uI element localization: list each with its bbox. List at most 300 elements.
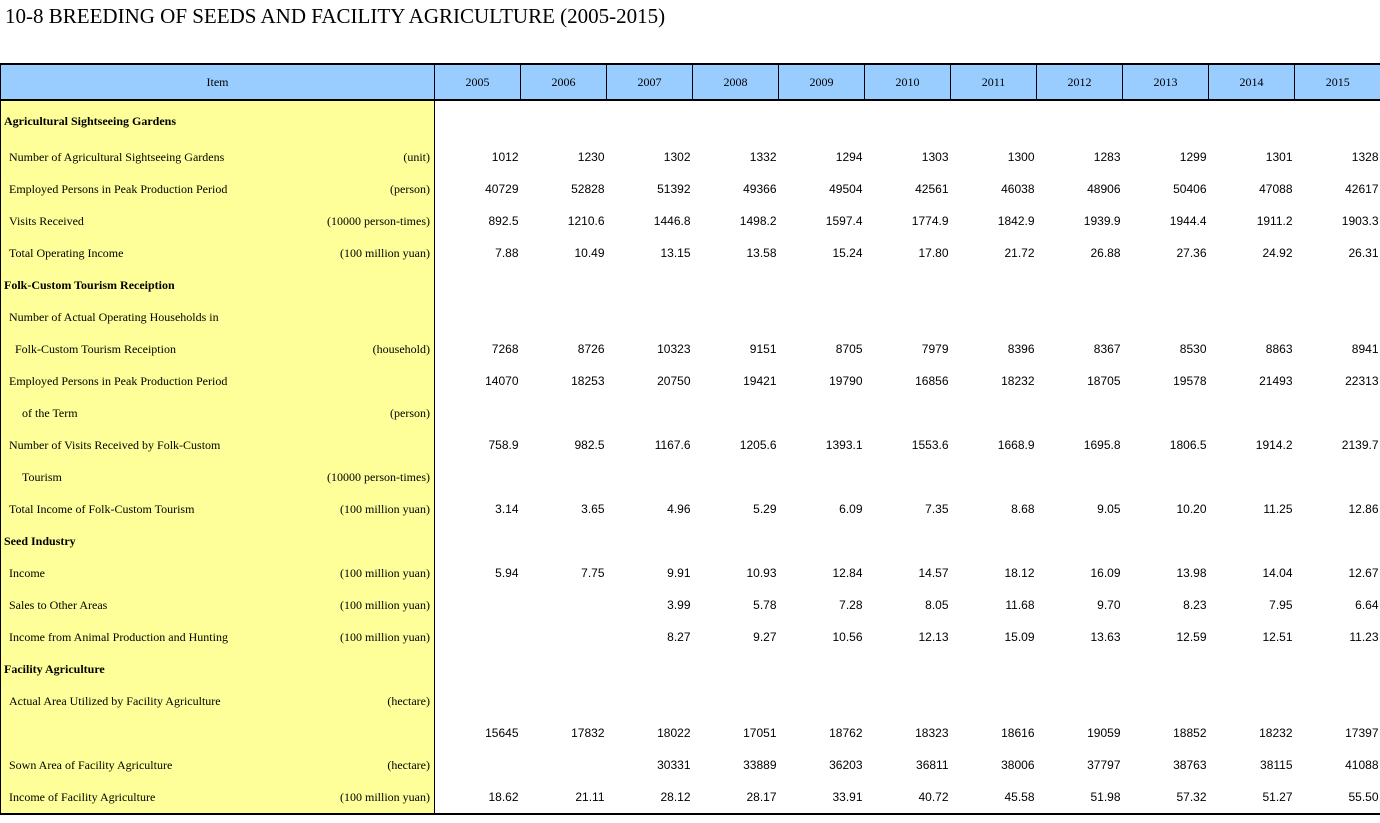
value-cell: 8.27 [667,630,691,644]
row-label: Total Operating Income [9,245,124,260]
table-body [1,100,1380,814]
value-cell: 38763 [1173,758,1207,772]
value-cell: 1842.9 [997,214,1035,228]
value-cell: 37797 [1087,758,1121,772]
row-item-cell [1,589,435,621]
value-cell [521,100,607,141]
table-row [1,621,1380,653]
value-cell [607,100,693,141]
value-cell: 10.49 [574,246,605,260]
header-year: 2015 [1295,64,1380,100]
value-cell: 6.64 [1355,598,1379,612]
data-table [0,63,1380,815]
value-cell [435,621,521,653]
row-unit: (100 million yuan) [340,629,430,644]
table-row [1,685,1380,717]
value-cell: 9.05 [1097,502,1121,516]
value-cell: 8705 [835,342,863,356]
value-cell: 9151 [749,342,777,356]
value-cell [435,685,521,717]
value-cell [521,301,607,333]
row-item-cell [1,269,435,301]
value-cell: 1903.3 [1341,214,1379,228]
row-unit: (hectare) [387,757,430,772]
value-cell [951,100,1037,141]
value-cell [1037,653,1123,685]
value-cell: 1210.6 [567,214,605,228]
value-cell: 758.9 [488,438,519,452]
value-cell: 1806.5 [1169,438,1207,452]
value-cell [779,397,865,429]
row-label: of the Term [22,405,78,420]
row-unit: (household) [372,341,430,356]
header-year: 2014 [1209,64,1295,100]
value-cell [693,301,779,333]
table-row [1,397,1380,429]
value-cell: 15645 [485,726,519,740]
value-cell [1209,653,1295,685]
value-cell [865,100,951,141]
table-row [1,525,1380,557]
table-row [1,493,1380,525]
value-cell: 11.25 [1263,502,1293,516]
value-cell [435,100,521,141]
row-label: Visits Received [9,213,84,228]
value-cell: 18253 [571,374,605,388]
value-cell: 17397 [1345,726,1379,740]
value-cell: 5.94 [495,566,519,580]
table-row [1,781,1380,814]
value-cell [1037,301,1123,333]
row-item-cell [1,493,435,525]
value-cell [693,100,779,141]
header-year: 2009 [779,64,865,100]
value-cell: 19059 [1087,726,1121,740]
table-row [1,173,1380,205]
row-item-cell [1,141,435,173]
value-cell: 7.88 [495,246,519,260]
value-cell [521,685,607,717]
row-item-cell [1,749,435,781]
value-cell [435,749,521,781]
value-cell: 13.98 [1176,566,1207,580]
value-cell: 1553.6 [911,438,949,452]
row-item-cell [1,173,435,205]
row-item-cell [1,621,435,653]
value-cell: 1446.8 [653,214,691,228]
row-unit: (100 million yuan) [340,789,430,804]
value-cell [1037,269,1123,301]
value-cell: 1668.9 [997,438,1035,452]
value-cell: 49504 [829,182,863,196]
row-unit: (100 million yuan) [340,501,430,516]
value-cell [1123,269,1209,301]
value-cell: 51.98 [1037,781,1123,814]
value-cell [1295,653,1380,685]
value-cell [1123,100,1209,141]
row-item-cell [1,429,435,461]
page-title: 10-8 BREEDING OF SEEDS AND FACILITY AGRICULTURE (2005-2015) [5,4,666,28]
value-cell: 18705 [1087,374,1121,388]
value-cell: 40729 [485,182,519,196]
value-cell [607,269,693,301]
row-label: Sown Area of Facility Agriculture [9,757,173,772]
value-cell: 48906 [1087,182,1121,196]
value-cell: 21.11 [521,781,607,814]
value-cell [779,653,865,685]
value-cell: 40.72 [865,781,951,814]
value-cell: 1300 [1007,150,1035,164]
value-cell [521,653,607,685]
value-cell [693,461,779,493]
row-unit: (person) [390,181,430,196]
value-cell: 26.31 [1348,246,1379,260]
value-cell [435,269,521,301]
header-item: Item [1,64,435,100]
section-heading: Facility Agriculture [4,661,105,676]
value-cell: 11.68 [1005,598,1035,612]
value-cell [1037,525,1123,557]
value-cell: 1301 [1265,150,1293,164]
value-cell: 57.32 [1123,781,1209,814]
value-cell: 7.35 [925,502,949,516]
value-cell [1295,100,1380,141]
value-cell: 18.12 [1004,566,1035,580]
value-cell: 14.57 [918,566,949,580]
value-cell: 1393.1 [825,438,863,452]
value-cell [521,269,607,301]
value-cell: 1332 [749,150,777,164]
header-year: 2007 [607,64,693,100]
row-label: Number of Agricultural Sightseeing Gardens [9,149,225,164]
header-year: 2012 [1037,64,1123,100]
row-label: Total Income of Folk-Custom Tourism [9,501,195,516]
table-row [1,100,1380,141]
value-cell [693,525,779,557]
value-cell: 7979 [921,342,949,356]
row-unit: (100 million yuan) [340,245,430,260]
row-unit: (100 million yuan) [340,597,430,612]
value-cell: 46038 [1001,182,1035,196]
value-cell: 21.72 [1004,246,1035,260]
value-cell: 1303 [921,150,949,164]
value-cell: 28.12 [607,781,693,814]
value-cell: 12.67 [1348,566,1379,580]
value-cell: 21493 [1259,374,1293,388]
value-cell: 17.80 [918,246,949,260]
value-cell [521,621,607,653]
value-cell [607,301,693,333]
value-cell: 982.5 [574,438,605,452]
value-cell: 11.23 [1349,630,1379,644]
value-cell [693,269,779,301]
value-cell [951,301,1037,333]
value-cell [779,461,865,493]
value-cell [607,397,693,429]
value-cell: 9.91 [667,566,691,580]
value-cell: 5.78 [753,598,777,612]
value-cell: 36811 [916,758,949,772]
value-cell: 1283 [1093,150,1121,164]
value-cell: 7.95 [1269,598,1293,612]
value-cell [1209,685,1295,717]
value-cell: 47088 [1259,182,1293,196]
value-cell: 8.05 [925,598,949,612]
section-heading: Agricultural Sightseeing Gardens [4,113,177,128]
value-cell [607,525,693,557]
value-cell: 38115 [1260,758,1293,772]
value-cell: 9.27 [753,630,777,644]
value-cell: 4.96 [667,502,691,516]
section-heading: Seed Industry [4,533,76,548]
value-cell: 3.65 [581,502,605,516]
value-cell: 49366 [743,182,777,196]
table-row [1,749,1380,781]
value-cell: 17051 [743,726,777,740]
value-cell: 41088 [1345,758,1379,772]
value-cell [607,685,693,717]
header-year: 2011 [951,64,1037,100]
row-item-cell [1,365,435,397]
row-label: Employed Persons in Peak Production Period [9,373,228,388]
value-cell: 5.29 [753,502,777,516]
table-row [1,589,1380,621]
row-item-cell [1,525,435,557]
value-cell: 12.13 [918,630,949,644]
value-cell: 18616 [1001,726,1035,740]
value-cell: 8.68 [1011,502,1035,516]
value-cell [435,461,521,493]
value-cell [1209,461,1295,493]
value-cell: 19790 [829,374,863,388]
table-row [1,237,1380,269]
value-cell: 10323 [657,342,691,356]
value-cell: 17832 [571,726,605,740]
value-cell [435,301,521,333]
value-cell: 18.62 [435,781,521,814]
table-row [1,653,1380,685]
row-item-cell [1,653,435,685]
value-cell: 18022 [657,726,691,740]
value-cell: 1695.8 [1083,438,1121,452]
value-cell [1209,525,1295,557]
value-cell [779,100,865,141]
value-cell [951,397,1037,429]
row-label: Number of Visits Received by Folk-Custom [9,437,221,452]
value-cell [1123,653,1209,685]
value-cell: 14070 [485,374,519,388]
value-cell [693,397,779,429]
value-cell: 51392 [657,182,691,196]
value-cell: 3.14 [495,502,519,516]
value-cell: 892.5 [488,214,519,228]
value-cell: 16.09 [1090,566,1121,580]
row-label: Tourism [22,469,62,484]
value-cell: 3.99 [667,598,691,612]
table-row [1,141,1380,173]
value-cell: 22313 [1345,374,1379,388]
value-cell: 18762 [829,726,863,740]
header-row [1,64,1380,100]
value-cell: 27.36 [1176,246,1207,260]
value-cell: 18232 [1001,374,1035,388]
row-item-cell [1,301,435,333]
value-cell: 33889 [743,758,777,772]
value-cell [521,589,607,621]
value-cell [951,653,1037,685]
value-cell [951,269,1037,301]
row-label: Income [9,565,45,580]
value-cell [865,461,951,493]
row-item-cell [1,333,435,365]
value-cell: 15.24 [832,246,863,260]
value-cell: 8863 [1265,342,1293,356]
header-year: 2013 [1123,64,1209,100]
value-cell [1037,685,1123,717]
value-cell [779,685,865,717]
value-cell [521,397,607,429]
value-cell [865,685,951,717]
value-cell: 50406 [1173,182,1207,196]
value-cell: 42617 [1345,182,1379,196]
value-cell [1123,301,1209,333]
value-cell: 20750 [657,374,691,388]
table-row [1,717,1380,749]
value-cell: 1294 [835,150,863,164]
value-cell: 1939.9 [1083,214,1121,228]
value-cell: 12.86 [1348,502,1379,516]
value-cell [607,461,693,493]
value-cell: 10.56 [832,630,863,644]
row-unit: (100 million yuan) [340,565,430,580]
value-cell: 45.58 [951,781,1037,814]
value-cell [435,525,521,557]
value-cell [693,653,779,685]
value-cell [521,525,607,557]
table-row [1,301,1380,333]
value-cell [1295,301,1380,333]
value-cell: 1205.6 [739,438,777,452]
value-cell: 7.28 [839,598,863,612]
value-cell [435,397,521,429]
value-cell [521,461,607,493]
table-row [1,429,1380,461]
value-cell: 8941 [1351,342,1379,356]
value-cell: 8367 [1093,342,1121,356]
value-cell: 6.09 [839,502,863,516]
value-cell: 12.59 [1176,630,1207,644]
value-cell [865,397,951,429]
value-cell: 15.09 [1004,630,1035,644]
value-cell [865,653,951,685]
value-cell [1295,685,1380,717]
value-cell: 8530 [1179,342,1207,356]
value-cell [1037,100,1123,141]
value-cell: 8.23 [1183,598,1207,612]
value-cell: 1299 [1179,150,1207,164]
value-cell [951,461,1037,493]
value-cell: 1914.2 [1255,438,1293,452]
value-cell: 1911.2 [1256,214,1293,228]
value-cell: 7268 [491,342,519,356]
value-cell [1209,100,1295,141]
table-row [1,269,1380,301]
value-cell: 18323 [915,726,949,740]
row-label: Employed Persons in Peak Production Period [9,181,228,196]
value-cell [1037,461,1123,493]
value-cell [1123,461,1209,493]
value-cell: 12.84 [832,566,863,580]
table-row [1,333,1380,365]
value-cell [521,749,607,781]
value-cell [1209,269,1295,301]
value-cell: 1167.6 [654,438,691,452]
value-cell: 16856 [915,374,949,388]
value-cell: 1302 [663,150,691,164]
value-cell [1295,525,1380,557]
value-cell [1123,397,1209,429]
value-cell: 19421 [743,374,777,388]
value-cell: 1597.4 [825,214,863,228]
value-cell [435,589,521,621]
value-cell [1295,397,1380,429]
value-cell: 1774.9 [911,214,949,228]
row-label: Folk-Custom Tourism Receiption [15,341,176,356]
value-cell [1209,301,1295,333]
row-unit: (10000 person-times) [327,213,430,228]
value-cell: 52828 [571,182,605,196]
value-cell [1123,525,1209,557]
row-label: Income of Facility Agriculture [9,789,156,804]
value-cell: 10.20 [1176,502,1207,516]
value-cell [607,653,693,685]
value-cell: 1944.4 [1169,214,1207,228]
row-label: Sales to Other Areas [9,597,108,612]
value-cell: 28.17 [693,781,779,814]
header-year: 2008 [693,64,779,100]
value-cell: 12.51 [1262,630,1293,644]
value-cell: 36203 [829,758,863,772]
value-cell: 7.75 [581,566,605,580]
row-item-cell [1,717,435,749]
header-year: 2010 [865,64,951,100]
value-cell: 1328 [1351,150,1379,164]
value-cell [1123,685,1209,717]
value-cell [435,653,521,685]
table-row [1,365,1380,397]
value-cell: 18232 [1259,726,1293,740]
value-cell [951,685,1037,717]
table-row [1,461,1380,493]
row-item-cell [1,237,435,269]
table-row [1,205,1380,237]
value-cell: 51.27 [1209,781,1295,814]
value-cell: 18852 [1173,726,1207,740]
value-cell: 1498.2 [739,214,777,228]
row-unit: (person) [390,405,430,420]
value-cell [1295,269,1380,301]
value-cell [1209,397,1295,429]
table-row [1,557,1380,589]
value-cell [1295,461,1380,493]
value-cell [779,525,865,557]
header-year: 2006 [521,64,607,100]
row-item-cell [1,397,435,429]
value-cell: 1230 [577,150,605,164]
row-unit: (10000 person-times) [327,469,430,484]
value-cell [865,301,951,333]
value-cell: 30331 [657,758,691,772]
